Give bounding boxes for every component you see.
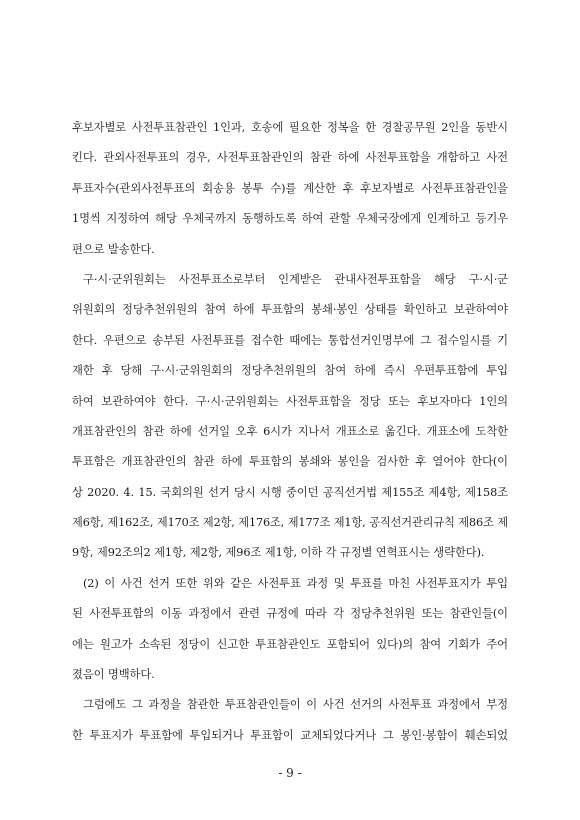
- text-line: 한 투표지가 투표함에 투입되거나 투표함이 교체되었다거나 그 봉인·봉함이 훼손되었: [72, 728, 508, 742]
- text-line: 제6항, 제162조, 제170조 제2항, 제176조, 제177조 제1항, 공직선거관리규칙 제86조 제: [72, 516, 508, 530]
- paragraph: [72, 265, 508, 569]
- text-line: 상 2020. 4. 15. 국회의원 선거 당시 시행 중이던 공직선거법 제155조 제4항, 제158조: [72, 485, 508, 499]
- text-line: 투표자수(관외사전투표의 회송용 봉투 수)를 계산한 후 후보자별로 사전투표참관인을: [72, 181, 508, 195]
- text-line: 구·시·군위원회는 사전투표소로부터 인계받은 관내사전투표함을 해당 구·시·군: [83, 272, 508, 286]
- text-line: 개표참관인의 참관 하에 선거일 오후 6시가 지나서 개표소로 옮긴다. 개표소에 도착한: [72, 424, 508, 438]
- body-text: [72, 113, 508, 751]
- text-line: 한다. 우편으로 송부된 사전투표를 접수한 때에는 통합선거인명부에 그 접수일시를 기: [72, 333, 508, 347]
- page-number: - 9 -: [278, 766, 302, 780]
- text-line: 하여 보관하여야 한다. 구·시·군위원회는 사전투표함을 정당 또는 후보자마다 1인의: [72, 394, 508, 408]
- text-line: 9항, 제92조의2 제1항, 제2항, 제96조 제1항, 이하 각 규정별 연혁표시는 생략한다).: [72, 546, 485, 560]
- text-line: 재한 후 당해 구·시·군위원회의 정당추천위원의 참여 하에 즉시 우편투표함에 투입: [72, 364, 508, 378]
- paragraph: [72, 113, 508, 265]
- text-line: 편으로 발송한다.: [72, 242, 155, 256]
- text-line: 킨다. 관외사전투표의 경우, 사전투표참관인의 참관 하에 사전투표함을 개함하고 사전: [72, 151, 508, 165]
- text-line: 위원회의 정당추천위원의 참여 하에 투표함의 봉쇄·봉인 상태를 확인하고 보관하여야: [72, 303, 508, 317]
- paragraph: [72, 690, 508, 751]
- text-line: 1명씩 지정하여 해당 우체국까지 동행하도록 하여 관할 우체국장에게 인계하고 등기우: [72, 212, 508, 226]
- text-line: 졌음이 명백하다.: [72, 668, 155, 682]
- text-line: 된 사전투표함의 이동 과정에서 관련 규정에 따라 각 정당추천위원 또는 참관인들(이: [72, 607, 508, 621]
- text-line: 후보자별로 사전투표참관인 1인과, 호송에 필요한 정복을 한 경찰공무원 2인을 동반시: [72, 121, 508, 134]
- text-line: 그럼에도 그 과정을 참관한 투표참관인들이 이 사건 선거의 사전투표 과정에서 부정: [83, 698, 508, 712]
- text-line: (2) 이 사건 선거 또한 위와 같은 사전투표 과정 및 투표를 마친 사전투표지가 투입: [83, 576, 508, 590]
- text-line: 에는 원고가 소속된 정당이 신고한 투표참관인도 포함되어 있다)의 참여 기회가 주어: [72, 637, 508, 651]
- paragraph: [72, 569, 508, 691]
- text-line: 투표함은 개표참관인의 참관 하에 투표함의 봉쇄와 봉인을 검사한 후 열어야 한다(이: [72, 455, 508, 469]
